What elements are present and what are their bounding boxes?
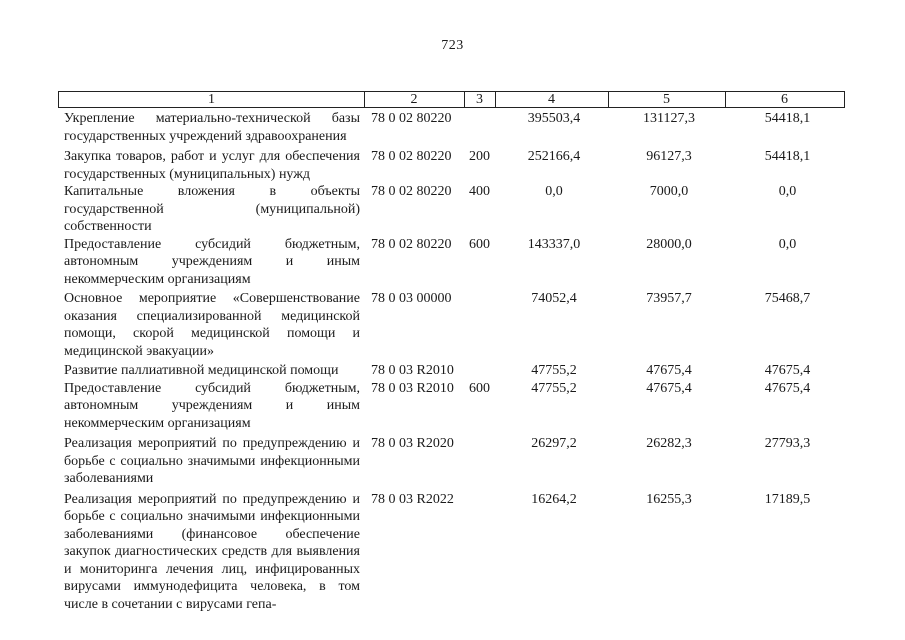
row-value-5: 73957,7 <box>646 291 692 306</box>
row-value-6: 27793,3 <box>764 436 811 451</box>
row-value-5: 131127,3 <box>643 111 695 126</box>
row-code: 78 0 03 R2010 <box>371 363 454 378</box>
row-value-5: 26282,3 <box>646 436 692 451</box>
table-row <box>0 491 905 614</box>
table-row <box>0 148 905 183</box>
row-value-6: 75468,7 <box>764 291 811 306</box>
row-code: 78 0 02 80220 <box>371 149 452 164</box>
row-name: Основное мероприятие «Совершенствование оказания специализированной медицинской помощи, скорой медицинской помощи и медицинской эвакуации» <box>64 291 360 359</box>
row-name: Укрепление материально-технической базы государственных учреждений здравоохранения <box>64 111 360 144</box>
row-type: 400 <box>469 184 490 199</box>
row-value-6: 17189,5 <box>764 491 811 507</box>
page-number: 723 <box>441 38 464 53</box>
table-row <box>0 236 905 289</box>
row-value-5: 47675,4 <box>646 380 692 396</box>
table-header <box>58 91 845 108</box>
row-value-5: 16255,3 <box>646 491 692 507</box>
row-value-6: 0,0 <box>778 236 797 252</box>
row-value-6: 54418,1 <box>764 149 811 164</box>
row-value-4: 0,0 <box>545 184 563 199</box>
row-name: Реализация мероприятий по предупреждению и борьбе с социально значимыми инфекционными заболеваниями <box>64 436 360 486</box>
row-value-5: 28000,0 <box>646 236 692 252</box>
header-col-4: 4 <box>495 92 609 107</box>
row-value-4: 16264,2 <box>531 491 577 507</box>
row-value-4: 252166,4 <box>527 149 581 164</box>
row-value-4: 26297,2 <box>531 436 577 451</box>
row-value-4: 47755,2 <box>531 380 577 396</box>
row-value-4: 47755,2 <box>531 363 577 378</box>
row-value-5: 7000,0 <box>649 184 689 199</box>
row-code: 78 0 03 R2010 <box>371 380 454 396</box>
header-col-1: 1 <box>59 92 365 107</box>
header-col-6: 6 <box>781 92 788 107</box>
table-row <box>0 435 905 488</box>
header-col-3: 3 <box>464 92 496 107</box>
row-value-6: 47675,4 <box>764 363 811 378</box>
header-col-2: 2 <box>364 92 465 107</box>
row-code: 78 0 03 R2022 <box>371 491 454 507</box>
row-value-6: 47675,4 <box>764 380 811 396</box>
table-row <box>0 290 905 360</box>
row-name: Закупка товаров, работ и услуг для обеспечения государственных (муниципальных) нужд <box>64 149 360 182</box>
header-col-5: 5 <box>608 92 726 107</box>
row-code: 78 0 02 80220 <box>371 184 452 199</box>
table-row <box>0 183 905 236</box>
row-value-6: 54418,1 <box>764 111 811 126</box>
row-code: 78 0 02 80220 <box>371 236 452 252</box>
row-name: Предоставление субсидий бюджетным, автономным учреждениям и иным некоммерческим организациям <box>64 236 360 287</box>
table-body <box>0 110 905 613</box>
row-name: Развитие паллиативной медицинской помощи <box>64 363 339 378</box>
table-row <box>0 110 905 145</box>
row-type: 200 <box>469 149 490 164</box>
table-row <box>0 380 905 433</box>
row-name: Капитальные вложения в объекты государственной (муниципальной) собственности <box>64 184 360 234</box>
row-value-4: 395503,4 <box>527 111 581 126</box>
row-value-6: 0,0 <box>778 184 797 199</box>
row-name: Реализация мероприятий по предупреждению и борьбе с социально значимыми инфекционными заболеваниями (финансовое обеспечение закупок диагностических средств для выявления и мониторинга лечения лиц, инфицированных вирусами иммунодефицита человека, в том числе в сочетании с вирусами гепа- <box>64 491 360 612</box>
row-code: 78 0 03 00000 <box>371 291 452 306</box>
row-code: 78 0 03 R2020 <box>371 436 454 451</box>
table-row <box>0 362 905 380</box>
row-type: 600 <box>469 236 490 252</box>
row-name: Предоставление субсидий бюджетным, автономным учреждениям и иным некоммерческим организациям <box>64 380 360 431</box>
row-value-5: 96127,3 <box>646 149 692 164</box>
row-code: 78 0 02 80220 <box>371 111 452 126</box>
row-type: 600 <box>469 380 490 396</box>
row-value-4: 74052,4 <box>531 291 577 306</box>
row-value-4: 143337,0 <box>527 236 581 252</box>
row-value-5: 47675,4 <box>646 363 692 378</box>
